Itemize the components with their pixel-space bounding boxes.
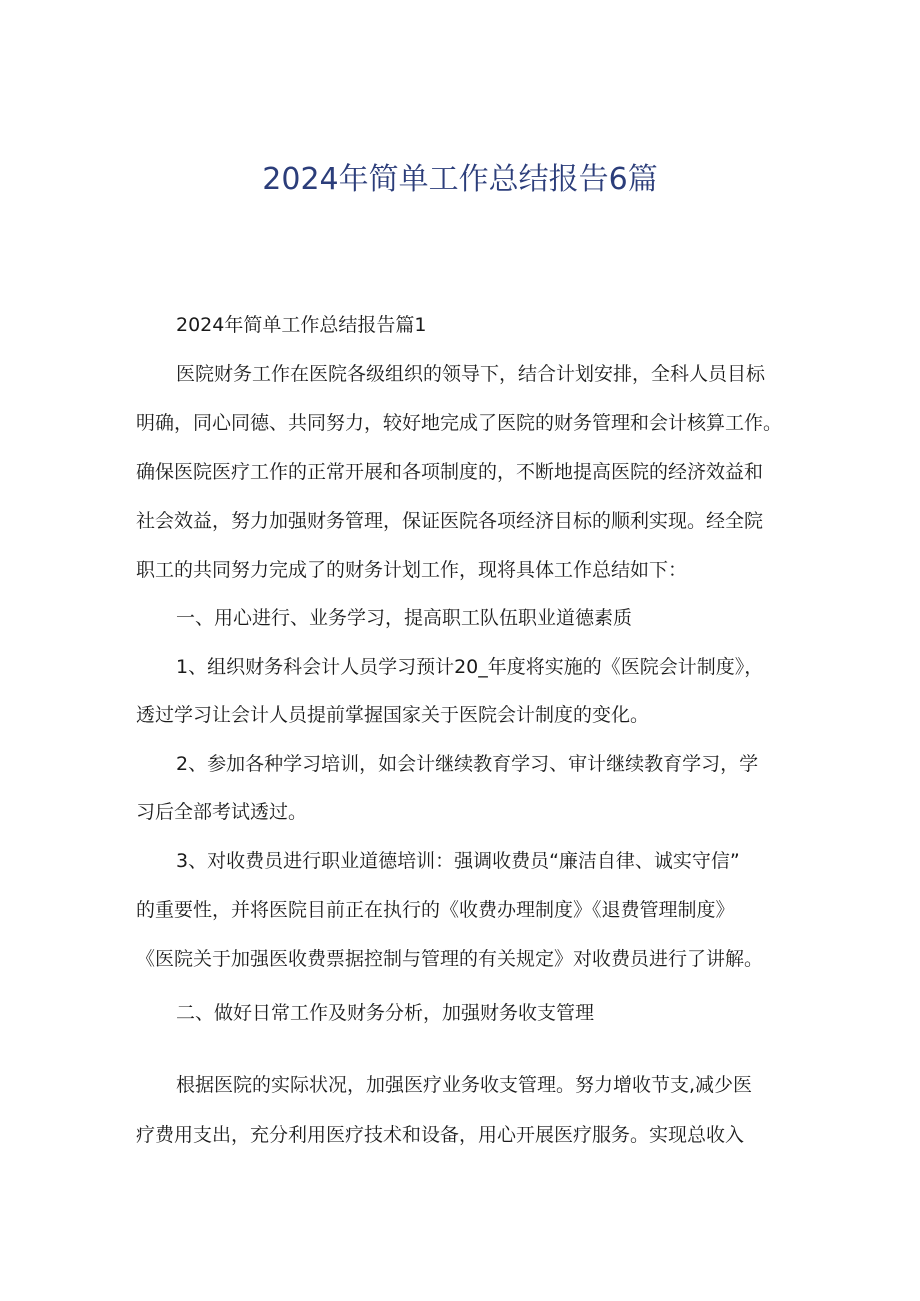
paragraph-line: 2、参加各种学习培训，如会计继续教育学习、审计继续教育学习，学	[176, 753, 759, 775]
section-heading-1: 2024年简单工作总结报告篇1	[176, 314, 427, 336]
document-title: 2024年简单工作总结报告6篇	[262, 162, 658, 197]
paragraph-line: 1、组织财务科会计人员学习预计20_年度将实施的《医院会计制度》，	[176, 656, 764, 678]
subheading-two: 二、做好日常工作及财务分析，加强财务收支管理	[176, 1002, 595, 1024]
paragraph-line: 确保医院医疗工作的正常开展和各项制度的，不断地提高医院的经济效益和	[136, 461, 764, 483]
paragraph-line: 社会效益，努力加强财务管理，保证医院各项经济目标的顺利实现。经全院	[136, 510, 764, 532]
paragraph-line: 明确，同心同德、共同努力，较好地完成了医院的财务管理和会计核算工作。	[136, 412, 783, 434]
paragraph-line: 3、对收费员进行职业道德培训：强调收费员“廉洁自律、诚实守信”	[176, 850, 740, 872]
paragraph-line: 透过学习让会计人员提前掌握国家关于医院会计制度的变化。	[136, 704, 650, 726]
paragraph-line: 习后全部考试透过。	[136, 801, 308, 823]
paragraph-line: 的重要性，并将医院目前正在执行的《收费办理制度》《退费管理制度》	[136, 899, 735, 921]
subheading-one: 一、用心进行、业务学习，提高职工队伍职业道德素质	[176, 607, 633, 629]
paragraph-line: 根据医院的实际状况，加强医疗业务收支管理。努力增收节支,减少医	[176, 1074, 753, 1096]
paragraph-line: 医院财务工作在医院各级组织的领导下，结合计划安排，全科人员目标	[176, 363, 766, 385]
paragraph-line: 职工的共同努力完成了的财务计划工作，现将具体工作总结如下：	[136, 559, 688, 581]
paragraph-line: 疗费用支出，充分利用医疗技术和设备，用心开展医疗服务。实现总收入	[136, 1124, 745, 1146]
paragraph-line: 《医院关于加强医收费票据控制与管理的有关规定》对收费员进行了讲解。	[136, 948, 764, 970]
